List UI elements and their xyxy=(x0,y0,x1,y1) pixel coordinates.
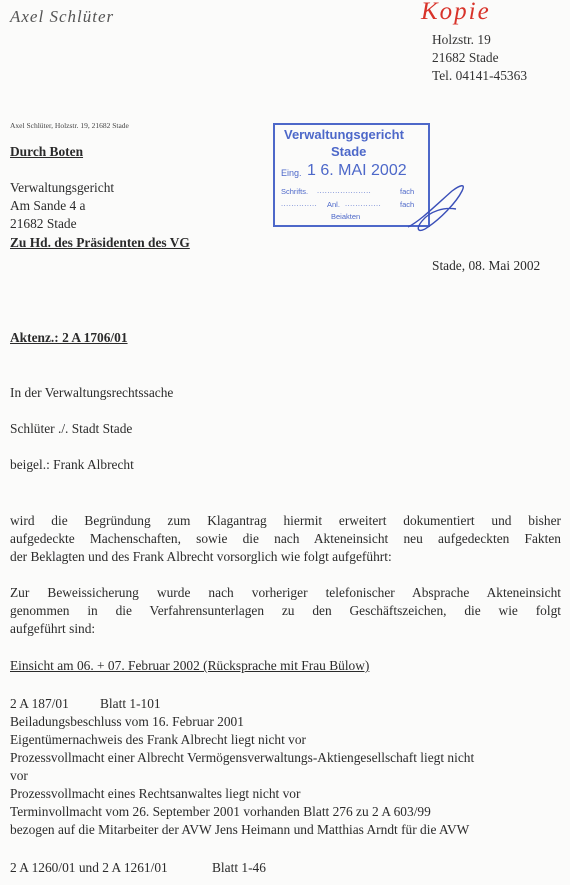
stamp-date: 1 6. MAI 2002 xyxy=(307,162,407,179)
sender-city: 21682 Stade xyxy=(432,50,499,65)
joined-party: beigel.: Frank Albrecht xyxy=(10,457,134,472)
recipient-line2: Am Sande 4 a xyxy=(10,198,86,213)
stamp-row2-dots: .............. xyxy=(281,199,318,208)
inspection-heading: Einsicht am 06. + 07. Februar 2002 (Rücksprache mit Frau Bülow) xyxy=(10,658,370,673)
file1-line2: Eigentümernachweis des Frank Albrecht liegt nicht vor xyxy=(10,732,306,747)
recipient-line1: Verwaltungsgericht xyxy=(10,180,115,195)
file2-ref: 2 A 1260/01 und 2 A 1261/01 xyxy=(10,860,168,875)
paragraph1-line3: der Beklagten und des Frank Albrecht vorsorglich wie folgt aufgeführt: xyxy=(10,549,392,564)
file1-line7: bezogen auf die Mitarbeiter der AVW Jens Heimann und Matthias Arndt für die AVW xyxy=(10,822,470,837)
place-date: Stade, 08. Mai 2002 xyxy=(432,258,541,273)
return-address: Axel Schlüter, Holzstr. 19, 21682 Stade xyxy=(10,121,129,130)
stamp-row2-suffix: fach xyxy=(400,200,415,209)
sender-name: Axel Schlüter xyxy=(10,7,115,26)
file2-sheet: Blatt 1-46 xyxy=(212,860,266,875)
file1-ref: 2 A 187/01 xyxy=(10,696,69,711)
paragraph2-line1: Zur Beweissicherung wurde nach vorheriger telefonischer Absprache Akteneinsicht xyxy=(10,585,561,600)
paragraph1-line2: aufgedeckte Machenschaften, sowie die nach Akteneinsicht neu aufgedeckten Fakten xyxy=(10,531,561,546)
case-type: In der Verwaltungsrechtssache xyxy=(10,385,174,400)
stamp-row1-label: Schrifts. xyxy=(281,187,309,196)
recipient-attention: Zu Hd. des Präsidenten des VG xyxy=(10,235,190,250)
copy-mark: Kopie xyxy=(421,0,491,25)
sender-phone: Tel. 04141-45363 xyxy=(432,68,528,83)
stamp-received-label: Eing. xyxy=(281,168,302,178)
file1-line1: Beiladungsbeschluss vom 16. Februar 2001 xyxy=(10,714,244,729)
file1-line6: Terminvollmacht vom 26. September 2001 vorhanden Blatt 276 zu 2 A 603/99 xyxy=(10,804,431,819)
paragraph2-line2: genommen in die Verfahrensunterlagen zu den Geschäftszeichen, die wie folgt xyxy=(10,603,561,618)
stamp-court: Verwaltungsgericht xyxy=(284,127,404,142)
stamp-row2-dots2: .............. xyxy=(345,199,382,208)
paragraph2-line3: aufgeführt sind: xyxy=(10,621,96,636)
stamp-city: Stade xyxy=(331,144,367,159)
recipient-line3: 21682 Stade xyxy=(10,216,77,231)
case-reference: Aktenz.: 2 A 1706/01 xyxy=(10,330,128,345)
handwritten-initials xyxy=(400,177,470,237)
sender-street: Holzstr. 19 xyxy=(432,32,491,47)
file1-line5: Prozessvollmacht eines Rechtsanwaltes liegt nicht vor xyxy=(10,786,301,801)
stamp-row2-label: Anl. xyxy=(327,200,340,209)
file1-sheet: Blatt 1-101 xyxy=(100,696,161,711)
stamp-row1-suffix: fach xyxy=(400,187,415,196)
stamp-row1-dots: ..................... xyxy=(317,186,372,195)
file1-line3: Prozessvollmacht einer Albrecht Vermögensverwaltungs-Aktiengesellschaft liegt nicht xyxy=(10,750,475,765)
stamp-row3: Beiakten xyxy=(331,212,361,221)
paragraph1-line1: wird die Begründung zum Klagantrag hiermit erweitert dokumentiert und bisher xyxy=(10,513,561,528)
case-parties: Schlüter ./. Stadt Stade xyxy=(10,421,133,436)
delivery-method: Durch Boten xyxy=(10,144,84,159)
file1-line4: vor xyxy=(10,768,28,783)
